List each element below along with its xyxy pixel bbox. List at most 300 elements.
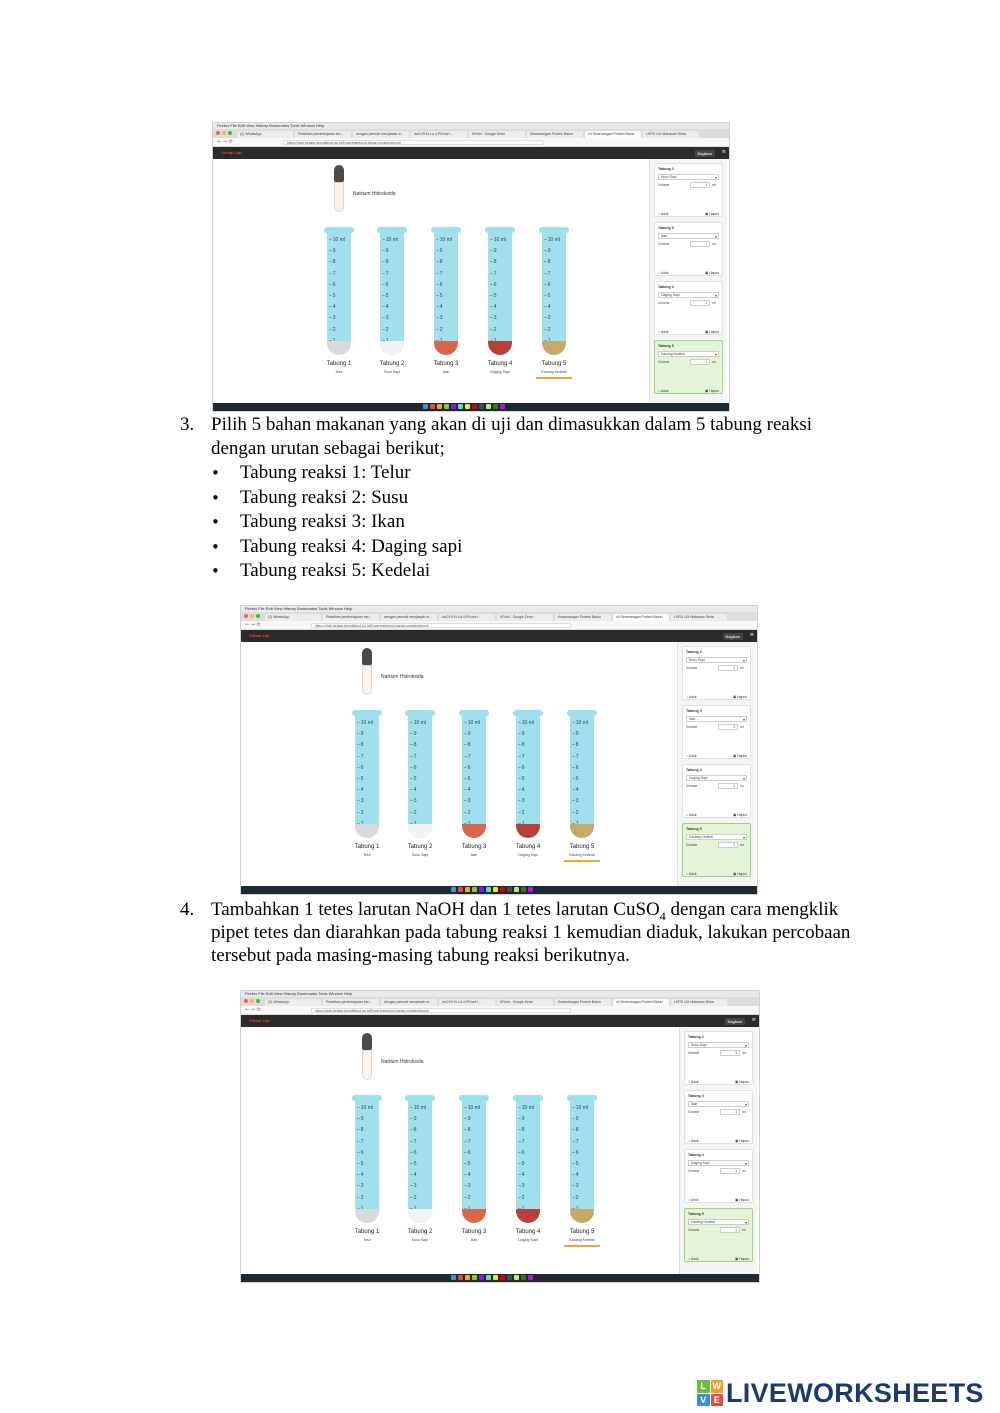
scale-tick: – 7 (572, 754, 592, 765)
volume-input[interactable]: 1 (690, 359, 710, 365)
dock-app-icon[interactable] (486, 1275, 491, 1280)
tube-sample-label: Telur (335, 370, 343, 374)
share-button[interactable]: Bagikan (695, 150, 715, 157)
scale-tick: – 5 (329, 293, 349, 304)
scale-tick: – 2 (382, 327, 402, 338)
test-tube[interactable] (542, 227, 566, 357)
stir-button[interactable]: ○ Aduk (686, 872, 697, 876)
stir-button[interactable]: ○ Aduk (658, 330, 669, 334)
browser-tab[interactable]: v4 Senenangan Protein Balun (585, 131, 641, 138)
scale-tick: – 5 (464, 776, 484, 787)
step-3-bullets (211, 461, 462, 584)
volume-row: Volume 1 ml (658, 301, 716, 305)
browser-tab[interactable]: (2) WhatsApp (265, 614, 321, 621)
dock-app-icon[interactable] (514, 887, 519, 892)
dock-app-icon[interactable] (500, 887, 505, 892)
browser-urlbar (241, 1006, 759, 1015)
scale-tick: – 9 (329, 248, 349, 259)
dock-app-icon[interactable] (479, 404, 484, 409)
card-title: Tabung 3 (658, 226, 674, 230)
selected-tube-indicator (564, 1245, 600, 1247)
sample-select[interactable]: Ikan ▾ (688, 1101, 749, 1107)
tube-sample-label: Susu Sapi (411, 1238, 429, 1242)
test-tube[interactable] (462, 1095, 486, 1225)
browser-tab[interactable]: dengan pemodi menjawab m... (353, 131, 409, 138)
tube-name: Tabung 4 (487, 361, 513, 367)
volume-input[interactable]: 1 (718, 842, 738, 848)
card-title: Tabung 5 (658, 344, 674, 348)
dock-app-icon[interactable] (423, 404, 428, 409)
volume-input[interactable]: 1 (720, 1227, 740, 1233)
test-tube[interactable] (380, 227, 404, 357)
scale-tick: – 7 (572, 1139, 592, 1150)
tube-sample-fill (542, 341, 566, 355)
volume-input[interactable]: 1 (690, 241, 710, 247)
dock-app-icon[interactable] (451, 1275, 456, 1280)
sample-select[interactable]: Kacang Kedelai ▾ (688, 1219, 749, 1225)
scale-tick: – 8 (544, 259, 564, 270)
browser-tab[interactable]: Kelarutangan Protein Balun (555, 999, 611, 1006)
scale-tick: – 8 (357, 742, 377, 753)
tube-sample-fill (408, 1209, 432, 1223)
scale-tick: – 3 (410, 1183, 430, 1194)
scale-tick: – 10 ml (329, 237, 349, 248)
scale-tick: – 7 (410, 754, 430, 765)
scale-tick: – 6 (572, 765, 592, 776)
step-4-line-1: Tambahkan 1 tetes larutan NaOH dan 1 tetes larutan CuSO$_4$ dengan cara mengklik (211, 899, 839, 923)
browser-tabbar (241, 612, 757, 621)
logo-grid-icon (697, 1380, 723, 1406)
dock-app-icon[interactable] (465, 1275, 470, 1280)
scale-tick: – 9 (490, 248, 510, 259)
tube-sample-label: Ikan (442, 370, 450, 374)
scale-tick: – 6 (464, 1150, 484, 1161)
dock-app-icon[interactable] (528, 1275, 533, 1280)
scale-tick: – 7 (518, 1139, 538, 1150)
tube-scale (410, 1105, 430, 1217)
tube-name: Tabung 5 (541, 361, 567, 367)
nav-arrows-icon[interactable]: ← → ⟳ (217, 139, 233, 145)
dock-app-icon[interactable] (472, 1275, 477, 1280)
tube-name: Tabung 5 (569, 1229, 595, 1235)
dock-app-icon[interactable] (493, 887, 498, 892)
dock-app-icon[interactable] (444, 404, 449, 409)
dock-app-icon[interactable] (465, 887, 470, 892)
scale-tick: – 9 (572, 1116, 592, 1127)
dock-app-icon[interactable] (472, 404, 477, 409)
sample-select[interactable]: Daging Sapi ▾ (688, 1160, 749, 1166)
step-4-line-3: tersebut pada masing-masing tabung reaksi berikutnya. (211, 945, 630, 966)
scale-tick: – 8 (464, 1127, 484, 1138)
os-menubar: Firefox File Edit View History Bookmarks Tools Window Help (241, 991, 759, 997)
test-tube[interactable] (408, 1095, 432, 1225)
tube-card[interactable] (684, 1090, 753, 1144)
tube-sample-fill (434, 341, 458, 355)
scale-tick: – 2 (544, 327, 564, 338)
delete-button[interactable]: ▣ Hapus (733, 695, 747, 699)
tube-card[interactable] (682, 823, 751, 877)
card-title: Tabung 2 (688, 1035, 704, 1039)
delete-button[interactable]: ▣ Hapus (733, 754, 747, 758)
scale-tick: – 6 (518, 1150, 538, 1161)
delete-button[interactable]: ▣ Hapus (705, 271, 719, 275)
browser-tab[interactable]: Kelarutangan Protein Balun (527, 131, 583, 138)
volume-input[interactable]: 1 (720, 1050, 740, 1056)
address-input[interactable]: https://vlab.belajar.kemdikbud.go.id/Experiments/uji-bahan-protein/story/# (311, 623, 571, 628)
scale-tick: – 4 (518, 787, 538, 798)
tube-name: Tabung 1 (354, 1229, 380, 1235)
tube-card[interactable] (684, 1149, 753, 1203)
scale-tick: – 5 (544, 293, 564, 304)
browser-tab[interactable]: dengan pemodi menjawab m... (381, 614, 437, 621)
dock-app-icon[interactable] (472, 887, 477, 892)
browser-tabbar (213, 129, 729, 138)
dock-app-icon[interactable] (521, 1275, 526, 1280)
share-button[interactable]: Bagikan (725, 1018, 745, 1025)
tube-scale (544, 237, 564, 349)
sample-select[interactable]: Ikan ▾ (686, 716, 747, 722)
tube-name: Tabung 3 (461, 844, 487, 850)
dock-app-icon[interactable] (479, 1275, 484, 1280)
dropper-pipette[interactable] (331, 165, 347, 215)
volume-row: Volume 1 ml (686, 784, 744, 788)
bullet-icon: • (211, 537, 220, 556)
tube-name: Tabung 2 (379, 361, 405, 367)
tube-sample-fill (488, 341, 512, 355)
dock-app-icon[interactable] (514, 1275, 519, 1280)
volume-input[interactable]: 1 (718, 665, 738, 671)
scale-tick: – 9 (518, 1116, 538, 1127)
volume-input[interactable]: 1 (690, 300, 710, 306)
dock-app-icon[interactable] (458, 404, 463, 409)
scale-tick: – 3 (518, 798, 538, 809)
test-tube[interactable] (488, 227, 512, 357)
browser-tab[interactable]: (2) WhatsApp (237, 131, 293, 138)
scale-tick: – 10 ml (572, 1105, 592, 1116)
scale-tick: – 4 (382, 304, 402, 315)
tube-name: Tabung 4 (515, 1229, 541, 1235)
browser-tab[interactable]: dengan pemodi menjawab m... (381, 999, 437, 1006)
test-tube[interactable] (570, 710, 594, 840)
browser-tab[interactable]: KRuhl - Google Drive (469, 131, 525, 138)
scale-tick: – 5 (490, 293, 510, 304)
browser-tab[interactable]: (2) WhatsApp (265, 999, 321, 1006)
app-header (213, 147, 729, 159)
dock-app-icon[interactable] (493, 1275, 498, 1280)
sample-select[interactable]: Susu Sapi ▾ (686, 657, 747, 663)
volume-row: Volume 1 ml (658, 360, 716, 364)
test-tube[interactable] (434, 227, 458, 357)
tube-card[interactable] (654, 222, 723, 276)
browser-tab[interactable]: doCV9 Ki-Ld 4-PKmol+... (411, 131, 467, 138)
scale-tick: – 10 ml (464, 1105, 484, 1116)
dropper-pipette[interactable] (359, 1033, 375, 1083)
volume-input[interactable]: 1 (718, 724, 738, 730)
tube-scale (464, 720, 484, 832)
scale-tick: – 3 (572, 798, 592, 809)
dock-app-icon[interactable] (521, 887, 526, 892)
browser-tab[interactable]: Pelatihan pembelajaran ber... (295, 131, 351, 138)
dock-app-icon[interactable] (437, 404, 442, 409)
scale-tick: – 7 (464, 754, 484, 765)
delete-button[interactable]: ▣ Hapus (705, 330, 719, 334)
browser-tab[interactable]: LKPD UJI Makanan Seha (643, 131, 699, 138)
share-button[interactable]: Bagikan (723, 633, 743, 640)
brand-logo[interactable]: Virtual Lab (249, 1018, 270, 1023)
scale-tick: – 4 (544, 304, 564, 315)
tube-name: Tabung 3 (433, 361, 459, 367)
stir-button[interactable]: ○ Aduk (688, 1139, 699, 1143)
screenshot-3 (240, 990, 760, 1283)
scale-tick: – 10 ml (357, 720, 377, 731)
browser-tab[interactable]: v4 Senenangan Protein Balun (613, 999, 669, 1006)
stir-button[interactable]: ○ Aduk (658, 389, 669, 393)
scale-tick: – 5 (436, 293, 456, 304)
screenshot-2 (240, 605, 758, 895)
delete-button[interactable]: ▣ Hapus (735, 1139, 749, 1143)
tube-card[interactable] (684, 1208, 753, 1262)
test-tube[interactable] (355, 710, 379, 840)
tube-settings-panel (679, 1027, 757, 1274)
lab-stage (213, 159, 729, 403)
scale-tick: – 7 (329, 271, 349, 282)
step-3-number: 3. (180, 414, 195, 435)
scale-tick: – 3 (464, 1183, 484, 1194)
scale-tick: – 10 ml (410, 1105, 430, 1116)
scale-tick: – 3 (382, 315, 402, 326)
scale-tick: – 9 (544, 248, 564, 259)
scale-tick: – 2 (410, 810, 430, 821)
stir-button[interactable]: ○ Aduk (658, 212, 669, 216)
tube-card[interactable] (654, 281, 723, 335)
browser-tab[interactable]: doCV9 Ki-Ld 4-PKmol+... (439, 999, 495, 1006)
scale-tick: – 6 (464, 765, 484, 776)
scale-tick: – 8 (410, 1127, 430, 1138)
test-tube[interactable] (327, 227, 351, 357)
tube-sample-fill (462, 1209, 486, 1223)
scale-tick: – 10 ml (572, 720, 592, 731)
stir-button[interactable]: ○ Aduk (686, 813, 697, 817)
dock-app-icon[interactable] (507, 887, 512, 892)
address-input[interactable]: https://vlab.belajar.kemdikbud.go.id/Experiments/uji-bahan-protein/story/# (283, 140, 543, 145)
browser-tabbar (241, 997, 759, 1006)
volume-input[interactable]: 1 (690, 182, 710, 188)
volume-row: Volume 1 ml (686, 666, 744, 670)
tube-scale (357, 720, 377, 832)
dock-app-icon[interactable] (486, 404, 491, 409)
scale-tick: – 2 (357, 810, 377, 821)
tube-card[interactable] (654, 163, 723, 217)
dock-app-icon[interactable] (486, 887, 491, 892)
card-title: Tabung 5 (686, 827, 702, 831)
liveworksheets-logo[interactable] (697, 1378, 984, 1408)
browser-tab[interactable]: KRuhl - Google Drive (497, 999, 553, 1006)
tube-card[interactable] (682, 646, 751, 700)
tube-card[interactable] (682, 705, 751, 759)
dock-app-icon[interactable] (500, 404, 505, 409)
scale-tick: – 5 (357, 1161, 377, 1172)
dock-app-icon[interactable] (500, 1275, 505, 1280)
dock-app-icon[interactable] (458, 887, 463, 892)
brand-logo[interactable]: Virtual Lab (249, 633, 270, 638)
tube-scale (329, 237, 349, 349)
tube-scale (357, 1105, 377, 1217)
volume-input[interactable]: 1 (720, 1109, 740, 1115)
sample-select[interactable]: Ikan ▾ (658, 233, 719, 239)
tube-card[interactable] (654, 340, 723, 394)
browser-tab[interactable]: v4 Senenangan Protein Balun (613, 614, 669, 621)
nav-arrows-icon[interactable]: ← → ⟳ (245, 1007, 261, 1013)
sample-select[interactable]: Susu Sapi ▾ (658, 174, 719, 180)
card-title: Tabung 2 (686, 650, 702, 654)
delete-button[interactable]: ▣ Hapus (733, 813, 747, 817)
tube-sample-label: Telur (363, 853, 371, 857)
volume-input[interactable]: 1 (718, 783, 738, 789)
scale-tick: – 2 (518, 1195, 538, 1206)
tube-sample-fill (516, 824, 540, 838)
os-dock (241, 1274, 759, 1282)
tube-name: Tabung 1 (354, 844, 380, 850)
dock-app-icon[interactable] (451, 404, 456, 409)
sample-select[interactable]: Kacang Kedelai ▾ (686, 834, 747, 840)
browser-tab[interactable]: LKPD UJI Makanan Seha (671, 614, 727, 621)
delete-button[interactable]: ▣ Hapus (733, 872, 747, 876)
dock-app-icon[interactable] (451, 887, 456, 892)
dock-app-icon[interactable] (465, 404, 470, 409)
browser-tab[interactable]: KRuhl - Google Drive (497, 614, 553, 621)
tube-sample-fill (327, 341, 351, 355)
browser-tab[interactable]: Pelatihan pembelajaran ber... (323, 999, 379, 1006)
lab-stage (241, 642, 757, 886)
tube-card[interactable] (682, 764, 751, 818)
browser-urlbar (213, 138, 729, 147)
bullet-icon: • (211, 464, 220, 482)
browser-tab[interactable]: LKPD UJI Makanan Seha (671, 999, 727, 1006)
browser-tab[interactable]: doCV9 Ki-Ld 4-PKmol+... (439, 614, 495, 621)
hamburger-icon[interactable]: ≡ (749, 632, 754, 638)
scale-tick: – 6 (436, 282, 456, 293)
tube-scale (518, 1105, 538, 1217)
dock-app-icon[interactable] (458, 1275, 463, 1280)
window-controls[interactable] (216, 131, 232, 135)
lab-stage (241, 1027, 759, 1274)
dock-app-icon[interactable] (528, 887, 533, 892)
tube-name: Tabung 3 (461, 1229, 487, 1235)
logo-letter: E (711, 1394, 724, 1407)
volume-row: Volume 1 ml (688, 1110, 746, 1114)
scale-tick: – 8 (357, 1127, 377, 1138)
stir-button[interactable]: ○ Aduk (686, 754, 697, 758)
address-input[interactable]: https://vlab.belajar.kemdikbud.go.id/Experiments/uji-bahan-protein/story/# (311, 1008, 571, 1013)
scale-tick: – 5 (410, 776, 430, 787)
sample-select[interactable]: Daging Sapi ▾ (658, 292, 719, 298)
sample-select[interactable]: Daging Sapi ▾ (686, 775, 747, 781)
card-title: Tabung 2 (658, 167, 674, 171)
scale-tick: – 9 (357, 1116, 377, 1127)
scale-tick: – 4 (410, 787, 430, 798)
nav-arrows-icon[interactable]: ← → ⟳ (245, 622, 261, 628)
stir-button[interactable]: ○ Aduk (688, 1080, 699, 1084)
stir-button[interactable]: ○ Aduk (688, 1257, 699, 1261)
stir-button[interactable]: ○ Aduk (686, 695, 697, 699)
scale-tick: – 8 (518, 1127, 538, 1138)
delete-button[interactable]: ▣ Hapus (705, 212, 719, 216)
dock-app-icon[interactable] (479, 887, 484, 892)
test-tube[interactable] (462, 710, 486, 840)
scale-tick: – 5 (572, 776, 592, 787)
tube-sample-label: Daging Sapi (490, 370, 510, 374)
tube-card[interactable] (684, 1031, 753, 1085)
dock-app-icon[interactable] (507, 1275, 512, 1280)
test-tube[interactable] (408, 710, 432, 840)
scale-tick: – 9 (357, 731, 377, 742)
scale-tick: – 4 (436, 304, 456, 315)
dropper-label: Natrium Hidroksida (381, 1059, 424, 1065)
volume-input[interactable]: 1 (720, 1168, 740, 1174)
scale-tick: – 7 (357, 754, 377, 765)
dock-app-icon[interactable] (493, 404, 498, 409)
dropper-pipette[interactable] (359, 648, 375, 698)
sample-select[interactable]: Kacang Kedelai ▾ (658, 351, 719, 357)
scale-tick: – 8 (490, 259, 510, 270)
hamburger-icon[interactable]: ≡ (721, 149, 726, 155)
delete-button[interactable]: ▣ Hapus (705, 389, 719, 393)
os-dock (213, 403, 729, 411)
bullet-item: • Tabung reaksi 4: Daging sapi (211, 535, 462, 560)
stir-button[interactable]: ○ Aduk (658, 271, 669, 275)
window-controls[interactable] (244, 999, 260, 1003)
volume-row: Volume 1 ml (688, 1228, 746, 1232)
tube-sample-fill (516, 1209, 540, 1223)
test-tube[interactable] (516, 710, 540, 840)
tube-sample-label: Kacang Kedelai (541, 370, 567, 374)
window-controls[interactable] (244, 614, 260, 618)
tube-name: Tabung 5 (569, 844, 595, 850)
scale-tick: – 4 (490, 304, 510, 315)
scale-tick: – 3 (518, 1183, 538, 1194)
scale-tick: – 7 (436, 271, 456, 282)
card-title: Tabung 3 (688, 1094, 704, 1098)
brand-logo[interactable]: Virtual Lab (221, 150, 242, 155)
bullet-item: • Tabung reaksi 3: Ikan (211, 510, 462, 535)
test-tube[interactable] (355, 1095, 379, 1225)
stir-button[interactable]: ○ Aduk (688, 1198, 699, 1202)
dock-app-icon[interactable] (430, 404, 435, 409)
browser-tab[interactable]: Pelatihan pembelajaran ber... (323, 614, 379, 621)
browser-tab[interactable]: Kelarutangan Protein Balun (555, 614, 611, 621)
tube-scale (572, 1105, 592, 1217)
delete-button[interactable]: ▣ Hapus (735, 1080, 749, 1084)
scale-tick: – 9 (464, 731, 484, 742)
test-tube[interactable] (570, 1095, 594, 1225)
hamburger-icon[interactable]: ≡ (751, 1017, 756, 1023)
scale-tick: – 3 (410, 798, 430, 809)
delete-button[interactable]: ▣ Hapus (735, 1198, 749, 1202)
scale-tick: – 10 ml (518, 720, 538, 731)
tube-sample-label: Kacang Kedelai (569, 853, 595, 857)
tube-sample-label: Susu Sapi (383, 370, 401, 374)
scale-tick: – 6 (357, 1150, 377, 1161)
scale-tick: – 5 (572, 1161, 592, 1172)
test-tube[interactable] (516, 1095, 540, 1225)
tube-scale (436, 237, 456, 349)
scale-tick: – 4 (464, 1172, 484, 1183)
scale-tick: – 6 (572, 1150, 592, 1161)
scale-tick: – 9 (436, 248, 456, 259)
delete-button[interactable]: ▣ Hapus (735, 1257, 749, 1261)
tube-sample-fill (570, 824, 594, 838)
sample-select[interactable]: Susu Sapi ▾ (688, 1042, 749, 1048)
